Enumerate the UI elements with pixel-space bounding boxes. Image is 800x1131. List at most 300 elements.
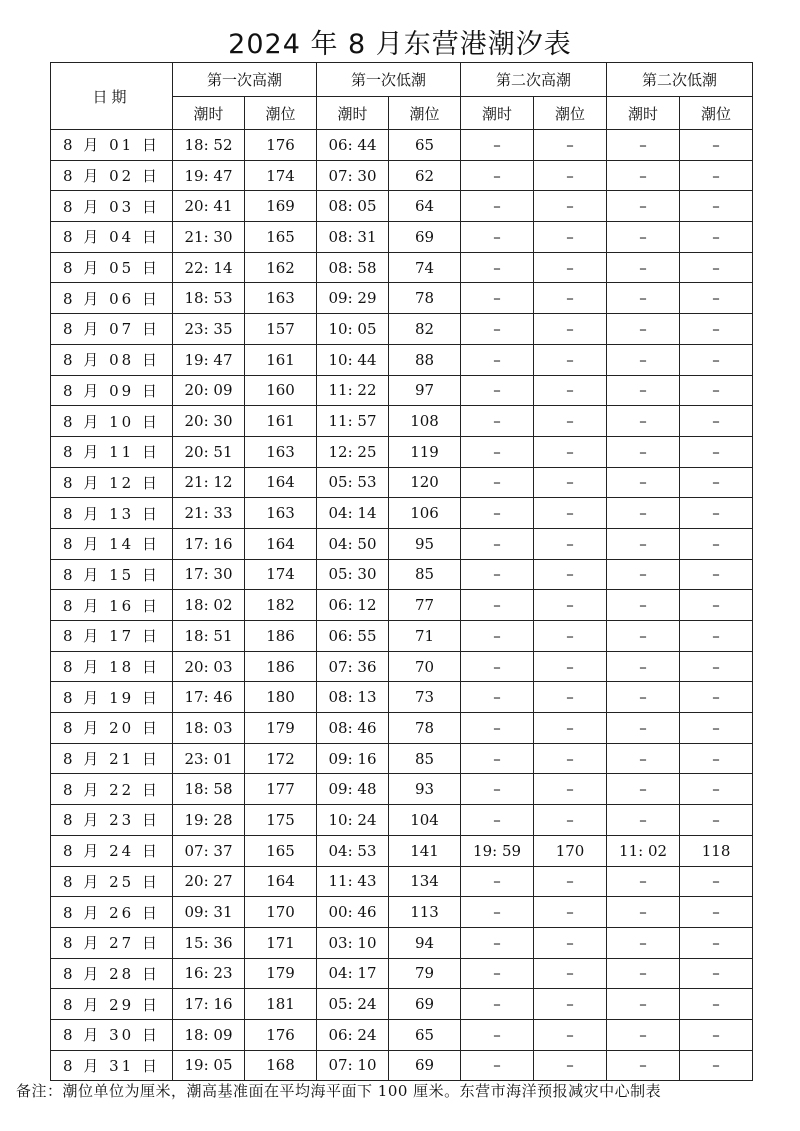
second-low-time: –: [607, 651, 680, 682]
first-high-level: 163: [245, 283, 317, 314]
second-low-time: –: [607, 130, 680, 161]
first-high-time: 19: 05: [173, 1050, 245, 1081]
date-cell: 8 月 31 日: [51, 1050, 173, 1081]
first-high-level: 176: [245, 130, 317, 161]
first-low-level: 88: [389, 344, 461, 375]
second-low-time: 11: 02: [607, 835, 680, 866]
first-high-time: 18: 02: [173, 590, 245, 621]
date-cell: 8 月 18 日: [51, 651, 173, 682]
first-low-level: 134: [389, 866, 461, 897]
second-high-time: –: [461, 130, 534, 161]
table-row: [51, 651, 753, 682]
table-row: [51, 774, 753, 805]
date-cell: 8 月 04 日: [51, 222, 173, 253]
first-high-time: 19: 47: [173, 344, 245, 375]
first-low-level: 108: [389, 406, 461, 437]
date-cell: 8 月 23 日: [51, 805, 173, 836]
first-high-time: 20: 03: [173, 651, 245, 682]
date-cell: 8 月 26 日: [51, 897, 173, 928]
first-low-time: 09: 48: [317, 774, 389, 805]
second-high-level: –: [534, 222, 607, 253]
second-low-time: –: [607, 467, 680, 498]
second-high-level: –: [534, 621, 607, 652]
first-low-time: 06: 55: [317, 621, 389, 652]
footnote: 备注：潮位单位为厘米，潮高基准面在平均海平面下 100 厘米。东营市海洋预报减灾中心制表: [16, 1082, 662, 1100]
table-row: [51, 927, 753, 958]
second-low-time: –: [607, 713, 680, 744]
date-cell: 8 月 09 日: [51, 375, 173, 406]
second-low-level: –: [680, 682, 753, 713]
table-row: [51, 130, 753, 161]
first-low-time: 09: 16: [317, 743, 389, 774]
first-low-level: 141: [389, 835, 461, 866]
second-high-level: –: [534, 191, 607, 222]
second-high-time: –: [461, 897, 534, 928]
first-low-level: 95: [389, 528, 461, 559]
second-high-time: –: [461, 805, 534, 836]
second-high-level: –: [534, 406, 607, 437]
date-cell: 8 月 19 日: [51, 682, 173, 713]
second-high-time: –: [461, 1050, 534, 1081]
first-low-time: 07: 36: [317, 651, 389, 682]
second-low-time: –: [607, 590, 680, 621]
table-row: [51, 1019, 753, 1050]
table-row: [51, 835, 753, 866]
second-high-time: –: [461, 375, 534, 406]
table-row: [51, 621, 753, 652]
first-low-time: 06: 24: [317, 1019, 389, 1050]
first-high-level: 163: [245, 436, 317, 467]
second-high-level: –: [534, 436, 607, 467]
second-low-time: –: [607, 1019, 680, 1050]
table-row: [51, 559, 753, 590]
first-low-time: 00: 46: [317, 897, 389, 928]
header-tide-time: 潮时: [317, 97, 389, 130]
second-low-level: –: [680, 958, 753, 989]
first-low-time: 08: 58: [317, 252, 389, 283]
first-low-level: 69: [389, 222, 461, 253]
table-row: [51, 866, 753, 897]
date-cell: 8 月 15 日: [51, 559, 173, 590]
first-low-level: 69: [389, 1050, 461, 1081]
first-high-level: 157: [245, 314, 317, 345]
first-high-level: 170: [245, 897, 317, 928]
table-row: [51, 989, 753, 1020]
second-high-level: –: [534, 344, 607, 375]
first-low-time: 07: 30: [317, 160, 389, 191]
first-high-time: 20: 27: [173, 866, 245, 897]
second-low-level: –: [680, 467, 753, 498]
second-high-level: –: [534, 743, 607, 774]
first-low-level: 62: [389, 160, 461, 191]
second-high-level: –: [534, 160, 607, 191]
second-low-time: –: [607, 191, 680, 222]
second-low-level: –: [680, 1050, 753, 1081]
second-high-time: –: [461, 222, 534, 253]
first-high-time: 18: 52: [173, 130, 245, 161]
second-high-time: –: [461, 682, 534, 713]
first-low-time: 04: 50: [317, 528, 389, 559]
second-low-time: –: [607, 682, 680, 713]
first-high-time: 18: 58: [173, 774, 245, 805]
second-low-level: –: [680, 743, 753, 774]
second-low-time: –: [607, 436, 680, 467]
second-low-time: –: [607, 283, 680, 314]
header-tide-time: 潮时: [461, 97, 534, 130]
first-low-time: 03: 10: [317, 927, 389, 958]
header-second-high-tide: 第二次高潮: [461, 63, 607, 97]
date-cell: 8 月 22 日: [51, 774, 173, 805]
second-low-time: –: [607, 743, 680, 774]
first-high-time: 23: 01: [173, 743, 245, 774]
first-low-level: 94: [389, 927, 461, 958]
header-tide-time: 潮时: [607, 97, 680, 130]
first-high-time: 20: 09: [173, 375, 245, 406]
date-cell: 8 月 01 日: [51, 130, 173, 161]
date-cell: 8 月 24 日: [51, 835, 173, 866]
second-high-level: –: [534, 897, 607, 928]
first-high-time: 22: 14: [173, 252, 245, 283]
date-cell: 8 月 12 日: [51, 467, 173, 498]
first-low-level: 74: [389, 252, 461, 283]
first-high-level: 165: [245, 222, 317, 253]
first-high-level: 162: [245, 252, 317, 283]
first-high-level: 174: [245, 559, 317, 590]
first-high-level: 174: [245, 160, 317, 191]
second-high-level: –: [534, 682, 607, 713]
second-high-time: –: [461, 774, 534, 805]
first-low-level: 93: [389, 774, 461, 805]
first-high-level: 165: [245, 835, 317, 866]
second-high-time: –: [461, 406, 534, 437]
second-low-level: –: [680, 252, 753, 283]
first-high-time: 20: 30: [173, 406, 245, 437]
first-low-time: 08: 46: [317, 713, 389, 744]
first-low-level: 73: [389, 682, 461, 713]
second-low-level: –: [680, 866, 753, 897]
second-low-time: –: [607, 528, 680, 559]
page-title: 2024 年 8 月东营港潮汐表: [228, 29, 572, 60]
first-low-level: 79: [389, 958, 461, 989]
second-low-time: –: [607, 222, 680, 253]
second-high-level: –: [534, 498, 607, 529]
second-high-time: –: [461, 436, 534, 467]
second-low-time: –: [607, 621, 680, 652]
second-low-level: 118: [680, 835, 753, 866]
second-low-time: –: [607, 314, 680, 345]
second-high-time: –: [461, 283, 534, 314]
second-high-time: –: [461, 590, 534, 621]
date-cell: 8 月 30 日: [51, 1019, 173, 1050]
second-high-time: –: [461, 498, 534, 529]
first-high-time: 21: 12: [173, 467, 245, 498]
second-high-level: –: [534, 375, 607, 406]
first-high-level: 179: [245, 958, 317, 989]
first-low-time: 09: 29: [317, 283, 389, 314]
header-date: 日期: [51, 63, 173, 130]
date-cell: 8 月 20 日: [51, 713, 173, 744]
second-low-level: –: [680, 651, 753, 682]
first-high-time: 09: 31: [173, 897, 245, 928]
first-low-time: 08: 05: [317, 191, 389, 222]
second-high-time: –: [461, 344, 534, 375]
second-high-level: –: [534, 130, 607, 161]
second-high-level: –: [534, 528, 607, 559]
first-low-level: 65: [389, 1019, 461, 1050]
second-high-level: –: [534, 651, 607, 682]
date-cell: 8 月 21 日: [51, 743, 173, 774]
second-low-time: –: [607, 927, 680, 958]
second-low-level: –: [680, 406, 753, 437]
first-low-level: 97: [389, 375, 461, 406]
second-high-level: –: [534, 314, 607, 345]
second-high-time: –: [461, 866, 534, 897]
header-tide-level: 潮位: [680, 97, 753, 130]
second-high-time: –: [461, 559, 534, 590]
first-high-level: 164: [245, 528, 317, 559]
date-cell: 8 月 06 日: [51, 283, 173, 314]
table-row: [51, 498, 753, 529]
table-row: [51, 436, 753, 467]
table-row: [51, 805, 753, 836]
first-low-level: 77: [389, 590, 461, 621]
second-high-level: –: [534, 283, 607, 314]
first-low-time: 07: 10: [317, 1050, 389, 1081]
second-low-level: –: [680, 160, 753, 191]
first-high-time: 17: 16: [173, 528, 245, 559]
first-low-time: 04: 14: [317, 498, 389, 529]
first-low-level: 85: [389, 743, 461, 774]
first-low-level: 64: [389, 191, 461, 222]
second-low-level: –: [680, 590, 753, 621]
header-first-low-tide: 第一次低潮: [317, 63, 461, 97]
first-high-time: 21: 33: [173, 498, 245, 529]
date-cell: 8 月 05 日: [51, 252, 173, 283]
second-low-level: –: [680, 927, 753, 958]
second-low-level: –: [680, 283, 753, 314]
second-high-time: –: [461, 989, 534, 1020]
first-high-level: 160: [245, 375, 317, 406]
second-low-time: –: [607, 498, 680, 529]
second-low-level: –: [680, 222, 753, 253]
second-low-time: –: [607, 989, 680, 1020]
first-low-time: 05: 24: [317, 989, 389, 1020]
first-high-level: 169: [245, 191, 317, 222]
second-low-level: –: [680, 1019, 753, 1050]
tide-table: [50, 62, 753, 1081]
second-low-level: –: [680, 498, 753, 529]
table-row: [51, 191, 753, 222]
first-low-level: 113: [389, 897, 461, 928]
second-high-time: –: [461, 160, 534, 191]
second-low-level: –: [680, 436, 753, 467]
second-high-level: –: [534, 467, 607, 498]
second-high-level: –: [534, 989, 607, 1020]
second-low-time: –: [607, 866, 680, 897]
first-high-level: 176: [245, 1019, 317, 1050]
tide-table-body: [51, 130, 753, 1081]
date-cell: 8 月 27 日: [51, 927, 173, 958]
first-high-time: 20: 41: [173, 191, 245, 222]
first-low-level: 78: [389, 283, 461, 314]
second-high-level: –: [534, 713, 607, 744]
first-high-time: 15: 36: [173, 927, 245, 958]
date-cell: 8 月 16 日: [51, 590, 173, 621]
header-tide-time: 潮时: [173, 97, 245, 130]
second-low-level: –: [680, 314, 753, 345]
first-high-level: 168: [245, 1050, 317, 1081]
second-low-level: –: [680, 130, 753, 161]
first-low-time: 11: 22: [317, 375, 389, 406]
table-row: [51, 314, 753, 345]
second-high-level: 170: [534, 835, 607, 866]
date-cell: 8 月 03 日: [51, 191, 173, 222]
first-high-level: 163: [245, 498, 317, 529]
first-high-level: 180: [245, 682, 317, 713]
second-high-time: 19: 59: [461, 835, 534, 866]
second-high-time: –: [461, 621, 534, 652]
first-high-level: 172: [245, 743, 317, 774]
first-low-level: 71: [389, 621, 461, 652]
first-high-level: 164: [245, 866, 317, 897]
first-high-time: 16: 23: [173, 958, 245, 989]
table-row: [51, 958, 753, 989]
first-high-level: 179: [245, 713, 317, 744]
second-low-level: –: [680, 344, 753, 375]
second-low-level: –: [680, 774, 753, 805]
header-tide-level: 潮位: [534, 97, 607, 130]
first-high-level: 182: [245, 590, 317, 621]
first-high-level: 175: [245, 805, 317, 836]
table-row: [51, 590, 753, 621]
first-high-time: 18: 53: [173, 283, 245, 314]
table-row: [51, 252, 753, 283]
table-row: [51, 682, 753, 713]
table-row: [51, 528, 753, 559]
first-low-level: 65: [389, 130, 461, 161]
table-row: [51, 222, 753, 253]
second-high-level: –: [534, 252, 607, 283]
table-row: [51, 1050, 753, 1081]
first-low-time: 08: 31: [317, 222, 389, 253]
first-high-level: 186: [245, 651, 317, 682]
first-high-level: 161: [245, 406, 317, 437]
first-high-time: 18: 51: [173, 621, 245, 652]
second-low-level: –: [680, 805, 753, 836]
second-low-level: –: [680, 989, 753, 1020]
first-high-level: 177: [245, 774, 317, 805]
second-high-level: –: [534, 805, 607, 836]
second-low-level: –: [680, 713, 753, 744]
second-low-time: –: [607, 774, 680, 805]
first-low-level: 120: [389, 467, 461, 498]
second-high-level: –: [534, 774, 607, 805]
first-low-level: 69: [389, 989, 461, 1020]
table-row: [51, 160, 753, 191]
date-cell: 8 月 10 日: [51, 406, 173, 437]
second-low-level: –: [680, 375, 753, 406]
date-cell: 8 月 13 日: [51, 498, 173, 529]
date-cell: 8 月 25 日: [51, 866, 173, 897]
second-high-level: –: [534, 866, 607, 897]
first-high-level: 161: [245, 344, 317, 375]
second-low-time: –: [607, 406, 680, 437]
second-high-time: –: [461, 191, 534, 222]
second-low-level: –: [680, 191, 753, 222]
table-row: [51, 375, 753, 406]
second-high-level: –: [534, 927, 607, 958]
second-low-time: –: [607, 559, 680, 590]
second-low-time: –: [607, 160, 680, 191]
second-low-level: –: [680, 621, 753, 652]
second-high-time: –: [461, 651, 534, 682]
first-low-time: 05: 53: [317, 467, 389, 498]
first-high-time: 19: 28: [173, 805, 245, 836]
date-cell: 8 月 14 日: [51, 528, 173, 559]
first-low-time: 10: 44: [317, 344, 389, 375]
first-low-time: 08: 13: [317, 682, 389, 713]
header-second-low-tide: 第二次低潮: [607, 63, 753, 97]
table-row: [51, 743, 753, 774]
first-low-level: 119: [389, 436, 461, 467]
date-cell: 8 月 08 日: [51, 344, 173, 375]
date-cell: 8 月 07 日: [51, 314, 173, 345]
first-high-time: 20: 51: [173, 436, 245, 467]
first-low-time: 11: 43: [317, 866, 389, 897]
first-low-level: 85: [389, 559, 461, 590]
first-low-time: 06: 12: [317, 590, 389, 621]
first-low-time: 12: 25: [317, 436, 389, 467]
table-row: [51, 467, 753, 498]
second-high-time: –: [461, 927, 534, 958]
date-cell: 8 月 28 日: [51, 958, 173, 989]
table-row: [51, 713, 753, 744]
first-low-level: 104: [389, 805, 461, 836]
second-high-level: –: [534, 958, 607, 989]
first-high-time: 17: 46: [173, 682, 245, 713]
second-high-time: –: [461, 252, 534, 283]
second-high-time: –: [461, 528, 534, 559]
table-row: [51, 897, 753, 928]
first-low-time: 10: 05: [317, 314, 389, 345]
first-low-time: 10: 24: [317, 805, 389, 836]
date-cell: 8 月 17 日: [51, 621, 173, 652]
second-low-time: –: [607, 958, 680, 989]
second-low-level: –: [680, 559, 753, 590]
first-low-time: 05: 30: [317, 559, 389, 590]
second-low-level: –: [680, 528, 753, 559]
second-low-time: –: [607, 805, 680, 836]
first-high-time: 18: 09: [173, 1019, 245, 1050]
first-high-level: 171: [245, 927, 317, 958]
second-low-time: –: [607, 252, 680, 283]
second-high-time: –: [461, 743, 534, 774]
second-low-time: –: [607, 344, 680, 375]
first-low-time: 04: 17: [317, 958, 389, 989]
first-high-time: 17: 30: [173, 559, 245, 590]
table-row: [51, 283, 753, 314]
first-low-time: 06: 44: [317, 130, 389, 161]
first-low-level: 106: [389, 498, 461, 529]
date-cell: 8 月 11 日: [51, 436, 173, 467]
first-high-level: 181: [245, 989, 317, 1020]
header-tide-level: 潮位: [389, 97, 461, 130]
second-high-time: –: [461, 467, 534, 498]
header-tide-level: 潮位: [245, 97, 317, 130]
first-high-time: 23: 35: [173, 314, 245, 345]
first-high-time: 07: 37: [173, 835, 245, 866]
first-high-time: 19: 47: [173, 160, 245, 191]
